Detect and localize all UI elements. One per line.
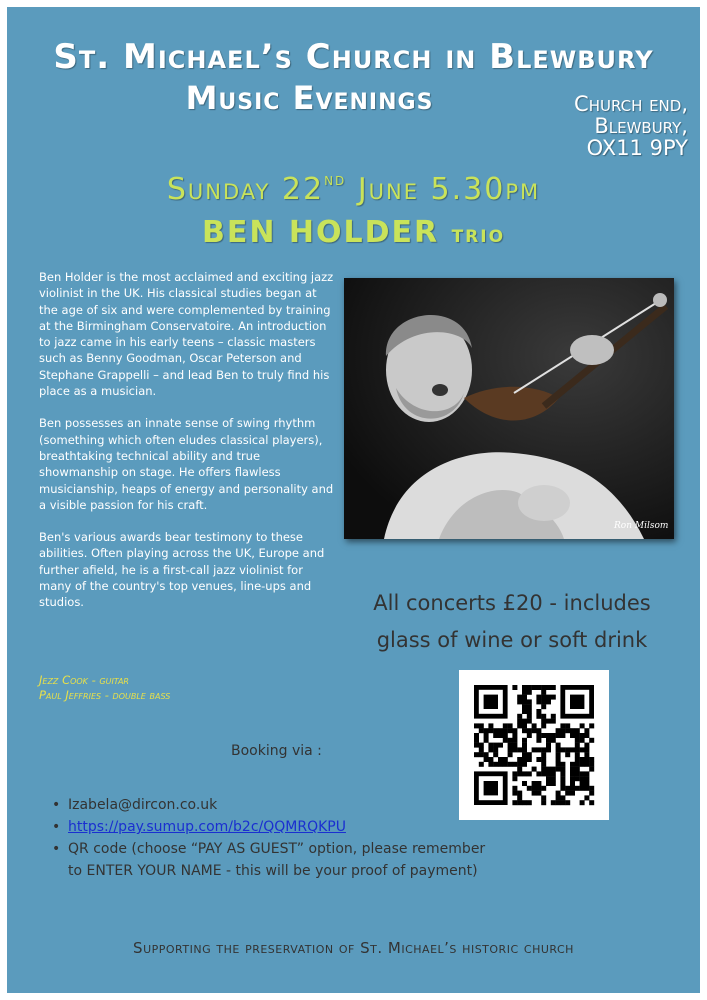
poster bbox=[7, 7, 700, 993]
booking-label: Booking via : bbox=[231, 743, 322, 759]
date-prefix: Sunday 22 bbox=[166, 172, 325, 207]
booking-options bbox=[52, 794, 522, 882]
qr-instruction-line: to ENTER YOUR NAME - this will be your proof of payment) bbox=[68, 863, 478, 879]
artist-photo bbox=[344, 278, 674, 539]
artist-main: BEN HOLDER bbox=[201, 215, 440, 250]
qr-instruction-line: QR code (choose “PAY AS GUEST” option, please remember bbox=[68, 841, 486, 857]
price-line: All concerts £20 - includes bbox=[373, 591, 651, 615]
venue-address bbox=[574, 93, 688, 159]
bio-paragraph: Ben's various awards bear testimony to these abilities. Often playing across the UK, Europe and further afield, he is a first-call jazz violinist for many of the country's top venues, line-ups and studios. bbox=[39, 530, 325, 610]
address-line: Church end, bbox=[574, 92, 688, 116]
footer-tagline: Supporting the preservation of St. Michael’s historic church bbox=[133, 939, 574, 957]
address-line: OX11 9PY bbox=[586, 136, 688, 160]
artist-sub: trio bbox=[451, 220, 506, 248]
band-member: Jezz Cook - guitar bbox=[39, 673, 129, 687]
artist-biography bbox=[39, 269, 337, 627]
poster-title: St. Michael’s Church in Blewbury bbox=[53, 37, 654, 77]
artist-name bbox=[7, 215, 700, 250]
band-members bbox=[39, 673, 170, 703]
bio-paragraph: Ben possesses an innate sense of swing rhythm (something which often eludes classical players), breathtaking technical ability and true showmanship on stage. He offers flawless musicianship, heaps of energy and personality and a visible passion for his craft. bbox=[39, 416, 334, 512]
photographer-signature: Ron Milsom bbox=[614, 521, 669, 531]
booking-email[interactable]: • Izabela@dircon.co.uk bbox=[52, 794, 522, 816]
booking-qr-instructions bbox=[52, 838, 522, 882]
address-line: Blewbury, bbox=[594, 114, 688, 138]
band-member: Paul Jeffries - double bass bbox=[39, 688, 171, 702]
date-suffix: nd bbox=[324, 170, 347, 190]
bio-paragraph: Ben Holder is the most acclaimed and exciting jazz violinist in the UK. His classical studies began at the age of six and were complemented by training at the Birmingham Conservatoire. An introduction to jazz came in his early teens – classic masters such as Benny Goodman, Oscar Peterson and Stephane Grappelli – and lead Ben to truly find his place as a musician. bbox=[39, 270, 334, 399]
date-rest: June 5.30pm bbox=[346, 172, 541, 207]
booking-link-item bbox=[52, 816, 522, 838]
event-date bbox=[7, 172, 700, 207]
poster-subtitle: Music Evenings bbox=[185, 79, 434, 117]
price-line: glass of wine or soft drink bbox=[376, 628, 648, 652]
payment-link[interactable]: https://pay.sumup.com/b2c/QQMRQKPU bbox=[68, 819, 346, 835]
ticket-price bbox=[347, 585, 677, 659]
violinist-illustration bbox=[344, 278, 674, 539]
